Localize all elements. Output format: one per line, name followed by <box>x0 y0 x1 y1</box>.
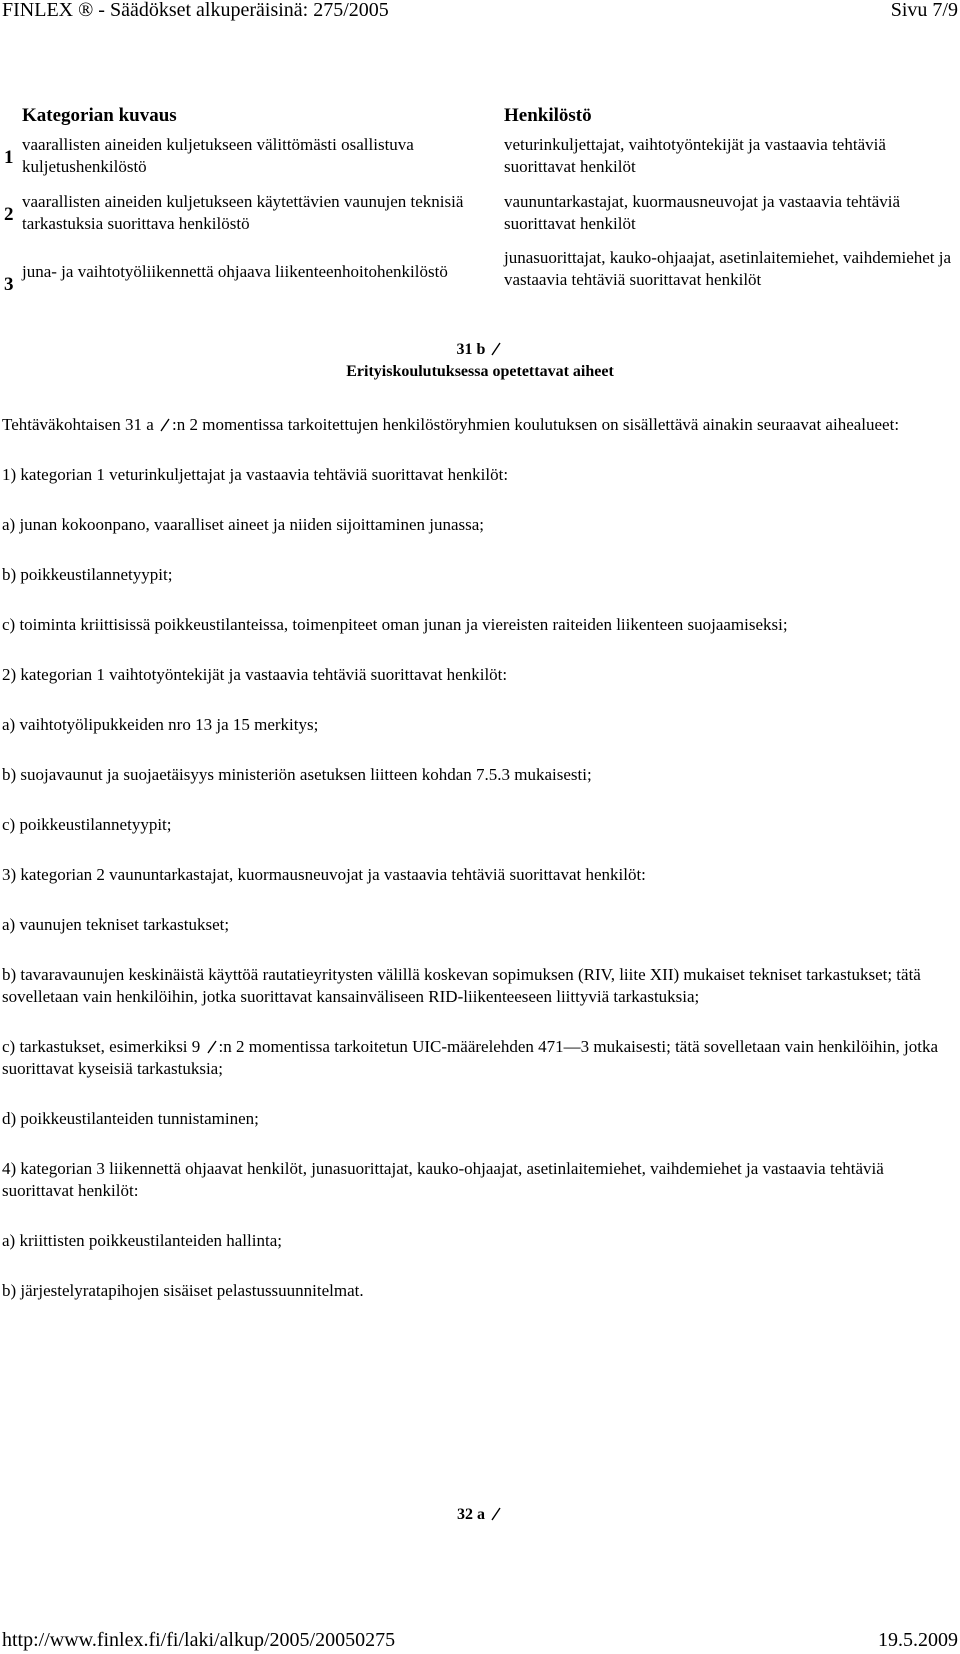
list-item: 1) kategorian 1 veturinkuljettajat ja vastaavia tehtäviä suorittavat henkilöt: <box>2 465 509 484</box>
row-number: 3 <box>4 274 14 295</box>
section-sign-icon <box>489 1506 503 1522</box>
list-item: 4) kategorian 3 liikennettä ohjaavat henkilöt, junasuorittajat, kauko-ohjaajat, asetinlaitemiehet, vaihdemiehet ja vastaavia tehtäviä suorittavat henkilöt: <box>2 1159 884 1200</box>
list-item: b) järjestelyratapihojen sisäiset pelastussuunnitelmat. <box>2 1281 364 1300</box>
print-date: 19.5.2009 <box>878 1629 958 1651</box>
page-footer <box>0 1630 960 1654</box>
staff-column-header: Henkilöstö <box>504 105 592 126</box>
list-item: c) toiminta kriittisissä poikkeustilanteissa, toimenpiteet oman junan ja viereisten raiteiden liikenteen suojaamiseksi; <box>2 615 788 634</box>
list-item: a) vaunujen tekniset tarkastukset; <box>2 915 230 934</box>
category-table <box>0 105 960 375</box>
section-number: 32 a <box>457 1506 485 1523</box>
section-sign-icon <box>489 341 503 357</box>
section-number: 31 b <box>456 341 486 358</box>
row-category: juna- ja vaihtotyöliikennettä ohjaava liikenteenhoitohenkilöstö <box>22 262 448 281</box>
list-item: 3) kategorian 2 vaununtarkastajat, kuormausneuvojat ja vastaavia tehtäviä suorittavat henkilöt: <box>2 865 646 884</box>
list-item: a) kriittisten poikkeustilanteiden hallinta; <box>2 1231 282 1250</box>
row-category: vaarallisten aineiden kuljetukseen välittömästi osallistuva kuljetushenkilöstö <box>22 135 414 176</box>
intro-paragraph: Tehtäväkohtaisen 31 a :n 2 momentissa tarkoitettujen henkilöstöryhmien koulutuksen on sisällettävä ainakin seuraavat aihealueet: <box>2 415 900 434</box>
list-item: c) tarkastukset, esimerkiksi 9 :n 2 momentissa tarkoitetun UIC-määrelehden 471—3 mukaisesti; tätä sovelletaan vain henkilöihin, jotka suorittavat kyseisiä tarkastuksia; <box>2 1037 939 1078</box>
list-item: b) tavaravaunujen keskinäistä käyttöä rautatieyritysten välillä koskevan sopimuksen (RIV, liite XII) mukaiset tekniset tarkastukset; tätä sovelletaan vain henkilöihin, jotka suorittavat kansainväliseen RID-liikenteeseen liittyviä tarkastuksia; <box>2 965 921 1006</box>
list-item: c) poikkeustilannetyypit; <box>2 815 172 834</box>
row-staff: vaununtarkastajat, kuormausneuvojat ja vastaavia tehtäviä suorittavat henkilöt <box>504 192 901 233</box>
source-url[interactable]: http://www.finlex.fi/fi/laki/alkup/2005/20050275 <box>2 1629 396 1651</box>
section-title: Erityiskoulutuksessa opetettavat aiheet <box>346 363 614 380</box>
list-item: d) poikkeustilanteiden tunnistaminen; <box>2 1109 259 1128</box>
category-column-header: Kategorian kuvaus <box>22 105 177 126</box>
section-number-32a <box>0 1504 960 1526</box>
body-text <box>0 414 950 1330</box>
page-header <box>0 0 960 24</box>
document-title: FINLEX ® - Säädökset alkuperäisinä: 275/2005 <box>2 0 389 21</box>
page-number: Sivu 7/9 <box>890 0 958 21</box>
list-item: 2) kategorian 1 vaihtotyöntekijät ja vastaavia tehtäviä suorittavat henkilöt: <box>2 665 508 684</box>
row-staff: veturinkuljettajat, vaihtotyöntekijät ja vastaavia tehtäviä suorittavat henkilöt <box>504 135 886 176</box>
row-staff: junasuorittajat, kauko-ohjaajat, asetinlaitemiehet, vaihdemiehet ja vastaavia tehtäviä suorittavat henkilöt <box>504 248 952 289</box>
section-sign-icon <box>205 1039 219 1055</box>
list-item: a) junan kokoonpano, vaaralliset aineet ja niiden sijoittaminen junassa; <box>2 515 485 534</box>
row-number: 1 <box>4 147 14 168</box>
section-number-31b <box>0 339 960 361</box>
row-number: 2 <box>4 204 14 225</box>
list-item: b) suojavaunut ja suojaetäisyys ministeriön asetuksen liitteen kohdan 7.5.3 mukaisesti; <box>2 765 592 784</box>
list-item: a) vaihtotyölipukkeiden nro 13 ja 15 merkitys; <box>2 715 319 734</box>
section-sign-icon <box>158 417 172 433</box>
row-category: vaarallisten aineiden kuljetukseen käytettävien vaunujen teknisiä tarkastuksia suorittava henkilöstö <box>22 192 464 233</box>
list-item: b) poikkeustilannetyypit; <box>2 565 173 584</box>
